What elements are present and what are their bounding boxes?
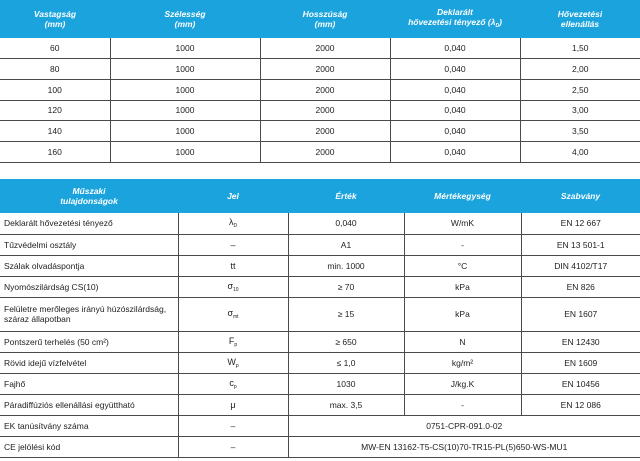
table-row [0, 38, 640, 59]
cell-width: 1000 [110, 59, 260, 80]
table-row [0, 352, 640, 373]
table-row [0, 276, 640, 297]
symbol-main: λ [228, 217, 234, 228]
cell-symbol [178, 373, 288, 394]
cell-resistance: 3,50 [520, 121, 640, 142]
cell-property: CE jelölési kód [0, 436, 178, 457]
symbol-subscript: p [235, 362, 239, 369]
cell-resistance: 4,00 [520, 141, 640, 162]
dimensions-table [0, 0, 640, 163]
symbol-main: – [230, 239, 236, 250]
symbol-main: W [227, 356, 236, 367]
cell-thickness: 100 [0, 79, 110, 100]
cell-standard: EN 13 501-1 [521, 234, 640, 255]
symbol-main: c [229, 377, 234, 388]
cell-width: 1000 [110, 100, 260, 121]
cell-unit: kg/m² [404, 352, 521, 373]
table-row [0, 234, 640, 255]
header-thickness: Vastagság (mm) [0, 0, 110, 38]
cell-unit: °C [404, 255, 521, 276]
cell-standard: EN 1609 [521, 352, 640, 373]
table-row [0, 436, 640, 457]
cell-symbol [178, 213, 288, 234]
cell-length: 2000 [260, 121, 390, 142]
cell-property: Tűzvédelmi osztály [0, 234, 178, 255]
dimensions-header-row [0, 0, 640, 38]
cell-width: 1000 [110, 121, 260, 142]
cell-value: A1 [288, 234, 404, 255]
cell-value-span: 0751-CPR-091.0-02 [288, 415, 640, 436]
cell-resistance: 2,50 [520, 79, 640, 100]
cell-value: 0,040 [288, 213, 404, 234]
cell-standard: EN 826 [521, 276, 640, 297]
cell-thickness: 60 [0, 38, 110, 59]
table-row [0, 79, 640, 100]
cell-thickness: 80 [0, 59, 110, 80]
symbol-subscript: p [233, 383, 237, 390]
cell-width: 1000 [110, 79, 260, 100]
cell-length: 2000 [260, 141, 390, 162]
cell-standard: DIN 4102/T17 [521, 255, 640, 276]
cell-length: 2000 [260, 38, 390, 59]
cell-standard: EN 12430 [521, 331, 640, 352]
table-row [0, 121, 640, 142]
header-unit: Mértékegység [404, 179, 521, 213]
cell-symbol [178, 331, 288, 352]
cell-symbol [178, 297, 288, 331]
cell-unit: - [404, 234, 521, 255]
cell-resistance: 1,50 [520, 38, 640, 59]
header-property: Műszaki tulajdonságok [0, 179, 178, 213]
cell-value: ≥ 15 [288, 297, 404, 331]
header-resistance: Hővezetési ellenállás [520, 0, 640, 38]
cell-unit: N [404, 331, 521, 352]
cell-conductivity: 0,040 [390, 79, 520, 100]
cell-conductivity: 0,040 [390, 38, 520, 59]
symbol-subscript: D [233, 223, 238, 230]
cell-resistance: 2,00 [520, 59, 640, 80]
cell-symbol [178, 276, 288, 297]
properties-header-row [0, 179, 640, 213]
cell-unit: J/kg.K [404, 373, 521, 394]
cell-value: 1030 [288, 373, 404, 394]
cell-unit: kPa [404, 276, 521, 297]
cell-thickness: 120 [0, 100, 110, 121]
cell-property: Fajhő [0, 373, 178, 394]
cell-symbol [178, 255, 288, 276]
cell-width: 1000 [110, 141, 260, 162]
cell-value: min. 1000 [288, 255, 404, 276]
properties-table [0, 179, 640, 458]
cell-value: ≥ 70 [288, 276, 404, 297]
cell-symbol [178, 394, 288, 415]
table-row [0, 373, 640, 394]
header-width: Szélesség (mm) [110, 0, 260, 38]
cell-property: EK tanúsítvány száma [0, 415, 178, 436]
cell-property: Szálak olvadáspontja [0, 255, 178, 276]
cell-length: 2000 [260, 100, 390, 121]
cell-property: Deklarált hővezetési tényező [0, 213, 178, 234]
table-row [0, 100, 640, 121]
table-row [0, 297, 640, 331]
symbol-main: σ [227, 308, 233, 318]
cell-symbol: – [178, 415, 288, 436]
header-value: Érték [288, 179, 404, 213]
symbol-main: F [228, 335, 235, 346]
cell-conductivity: 0,040 [390, 121, 520, 142]
table-row [0, 415, 640, 436]
cell-value-span: MW-EN 13162-T5-CS(10)70-TR15-PL(5)650-WS-MU1 [288, 436, 640, 457]
cell-width: 1000 [110, 38, 260, 59]
cell-conductivity: 0,040 [390, 100, 520, 121]
cell-thickness: 140 [0, 121, 110, 142]
cell-unit: - [404, 394, 521, 415]
cell-property: Páradiffúziós ellenállási együttható [0, 394, 178, 415]
symbol-subscript: p [234, 341, 238, 348]
cell-standard: EN 10456 [521, 373, 640, 394]
cell-symbol: – [178, 436, 288, 457]
cell-unit: W/mK [404, 213, 521, 234]
cell-value: ≤ 1,0 [288, 352, 404, 373]
table-row [0, 141, 640, 162]
symbol-subscript: mt [233, 314, 239, 320]
cell-value: max. 3,5 [288, 394, 404, 415]
cell-property: Felületre merőleges irányú húzószilárdság, száraz állapotban [0, 297, 178, 331]
cell-unit: kPa [404, 297, 521, 331]
cell-property: Nyomószilárdság CS(10) [0, 276, 178, 297]
cell-property: Rövid idejű vízfelvétel [0, 352, 178, 373]
cell-standard: EN 12 667 [521, 213, 640, 234]
cell-value: ≥ 650 [288, 331, 404, 352]
symbol-main: σ [227, 280, 233, 291]
cell-conductivity: 0,040 [390, 141, 520, 162]
table-row [0, 213, 640, 234]
cell-symbol [178, 352, 288, 373]
cell-property: Pontszerű terhelés (50 cm²) [0, 331, 178, 352]
cell-resistance: 3,00 [520, 100, 640, 121]
cell-length: 2000 [260, 59, 390, 80]
header-length: Hosszúság (mm) [260, 0, 390, 38]
symbol-main: μ [230, 399, 236, 410]
symbol-main: tt [230, 260, 236, 271]
cell-thickness: 160 [0, 141, 110, 162]
cell-conductivity: 0,040 [390, 59, 520, 80]
symbol-subscript: 10 [233, 286, 239, 293]
table-row [0, 59, 640, 80]
table-row [0, 255, 640, 276]
header-standard: Szabvány [521, 179, 640, 213]
header-conductivity: Deklarált hővezetési tényező $(\lambda_D)$ [390, 0, 520, 38]
header-symbol: Jel [178, 179, 288, 213]
cell-standard: EN 1607 [521, 297, 640, 331]
cell-length: 2000 [260, 79, 390, 100]
cell-symbol [178, 234, 288, 255]
cell-standard: EN 12 086 [521, 394, 640, 415]
table-row [0, 331, 640, 352]
table-row [0, 394, 640, 415]
